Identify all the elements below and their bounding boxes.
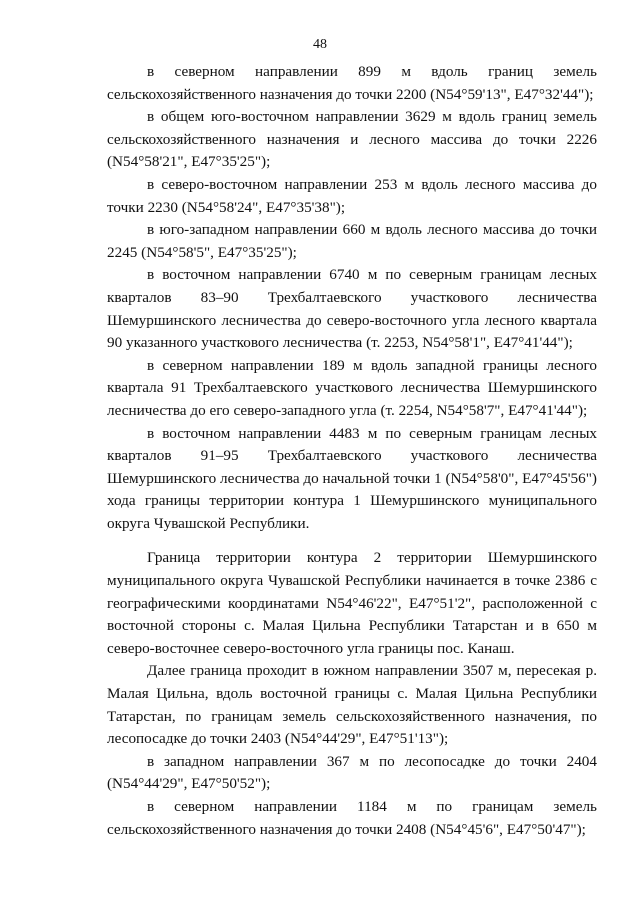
paragraph: в юго-западном направлении 660 м вдоль лесного массива до точки 2245 (N54°58'5", E47°35'25"); [107,221,597,261]
paragraph: в северном направлении 189 м вдоль западной границы лесного квартала 91 Трехбалтаевского участкового лесничества Шемуршинского лесничества до его северо-западного угла (т. 2254, N54°58'7", E47°41'44"); [107,356,597,419]
document-body [107,61,597,841]
page-number: 48 [313,37,327,52]
paragraph: Далее граница проходит в южном направлении 3507 м, пересекая р. Малая Цильна, вдоль восточной границы с. Малая Цильна Республики Татарстан, по границам земель сельскохозяйственного назначения, по лесопосадке до точки 2403 (N54°44'29", E47°51'13"); [107,662,597,748]
paragraph: в восточном направлении 4483 м по северным границам лесных кварталов 91–95 Трехбалтаевского участкового лесничества Шемуршинского лесничества до начальной точки 1 (N54°58'0", E47°45'56") хода границы территории контура 1 Шемуршинского муниципального округа Чувашской Республики. [107,424,597,532]
paragraph: в северо-восточном направлении 253 м вдоль лесного массива до точки 2230 (N54°58'24", E47°35'38"); [107,175,597,216]
paragraph: в общем юго-восточном направлении 3629 м вдоль границ земель сельскохозяйственного назначения и лесного массива до точки 2226 (N54°58'21", E47°35'25"); [107,108,597,171]
paragraph: в северном направлении 1184 м по границам земель сельскохозяйственного назначения до точки 2408 (N54°45'6", E47°50'47"); [107,798,597,838]
paragraph: в северном направлении 899 м вдоль границ земель сельскохозяйственного назначения до точки 2200 (N54°59'13", E47°32'44"); [107,63,597,103]
paragraph: в западном направлении 367 м по лесопосадке до точки 2404 (N54°44'29", E47°50'52"); [107,752,597,793]
paragraph: в восточном направлении 6740 м по северным границам лесных кварталов 83–90 Трехбалтаевского участкового лесничества Шемуршинского лесничества до северо-восточного угла лесного квартала 90 указанного участкового лесничества (т. 2253, N54°58'1", E47°41'44"); [107,266,597,352]
paragraph: Граница территории контура 2 территории Шемуршинского муниципального округа Чувашской Республики начинается в точке 2386 с географическими координатами N54°46'22", E47°51'2", расположенной с восточной стороны с. Малая Цильна Республики Татарстан и в 650 м северо-восточнее северо-восточного угла границы пос. Канаш. [107,549,597,657]
